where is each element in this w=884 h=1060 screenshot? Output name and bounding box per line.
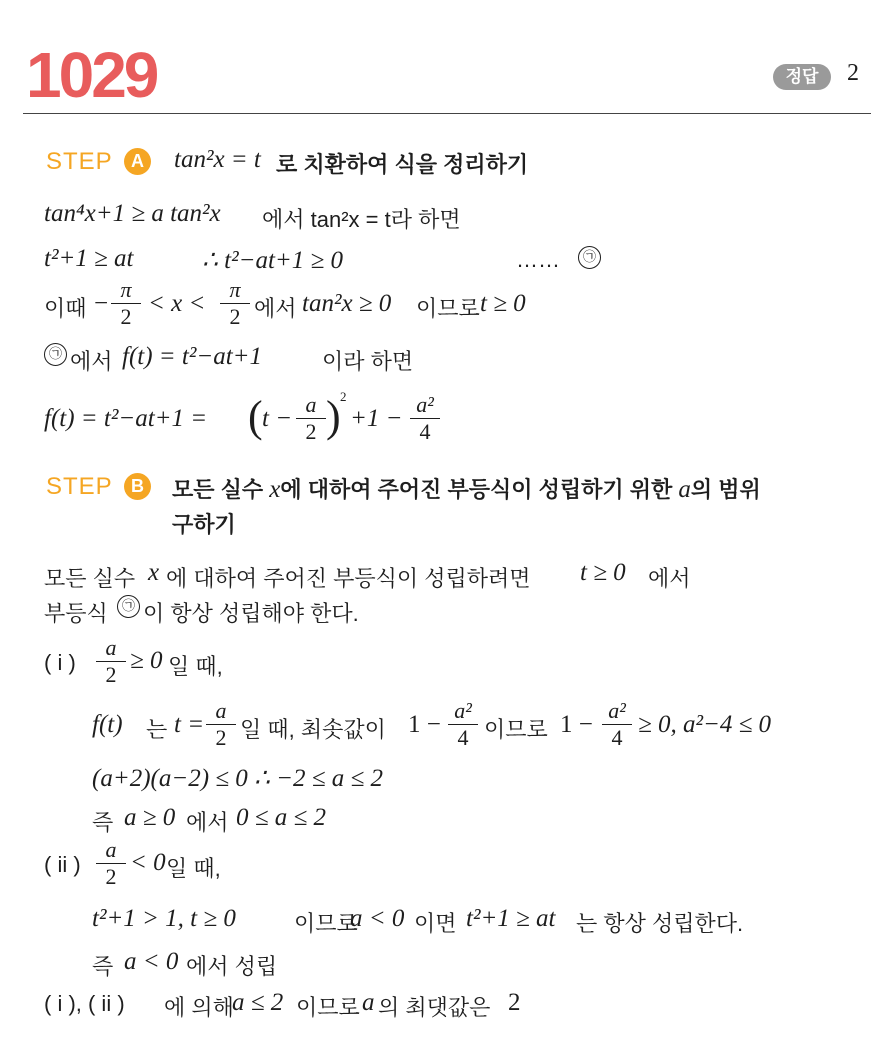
b-intro-1: 모든 실수 bbox=[44, 566, 136, 591]
case-1-ineq-end: ≥ 0, a²−4 ≤ 0 bbox=[638, 711, 772, 738]
case-2-l1-ko3: 는 항상 성립한다. bbox=[576, 911, 744, 936]
case-2-l1-ko1: 이므로 bbox=[294, 911, 358, 936]
eq-a3-t: t ≥ 0 bbox=[480, 290, 526, 317]
frac-a-over-2: a 2 bbox=[294, 393, 328, 444]
frac-case1-a2: a² 4 bbox=[446, 699, 480, 750]
eq-a3-tan: tan²x ≥ 0 bbox=[302, 290, 392, 317]
case-1-min2: 1 − bbox=[560, 711, 593, 738]
case-1-l3-ko2: 에서 bbox=[186, 810, 229, 835]
eq-a4-f: f(t) = t²−at+1 bbox=[122, 343, 263, 370]
eq-a3-ko1: 이때 bbox=[44, 296, 87, 321]
marker-giyeok-ref: ㉠ bbox=[44, 343, 67, 366]
case-1-line2: (a+2)(a−2) ≤ 0 ∴ −2 ≤ a ≤ 2 bbox=[92, 765, 383, 792]
case-1-ge: ≥ 0 bbox=[130, 647, 163, 674]
b-intro-x: x bbox=[148, 559, 160, 586]
answer-badge: 정답 bbox=[773, 64, 831, 90]
case-1-ko2: 일 때, 최솟값이 bbox=[240, 717, 386, 742]
frac-a2-over-4: a² 4 bbox=[408, 393, 442, 444]
eq-a3-mid: < x < bbox=[148, 290, 206, 317]
case-2-l2-ko2: 에서 성립 bbox=[186, 954, 278, 979]
eq-a3-ko2: 에서 bbox=[254, 296, 297, 321]
eq-a1-tail: 에서 tan²x = t라 하면 bbox=[262, 207, 461, 232]
paren-close: ) bbox=[326, 392, 341, 441]
frac-pi-over-2-a: π 2 bbox=[109, 278, 143, 329]
case-2-label: ( ii ) bbox=[44, 852, 81, 877]
case-1-l3-b: 0 ≤ a ≤ 2 bbox=[236, 804, 326, 831]
eq-a5-square: 2 bbox=[340, 389, 347, 404]
case-2-l1-b: a < 0 bbox=[350, 905, 405, 932]
case-1-t: t = bbox=[174, 711, 205, 738]
case-2-l1-a: t²+1 > 1, t ≥ 0 bbox=[92, 905, 236, 932]
concl-2: 에 의해 bbox=[164, 995, 234, 1020]
case-1-l3-ko1: 즉 bbox=[92, 810, 114, 835]
case-1-l3-a: a ≥ 0 bbox=[124, 804, 176, 831]
step-b-title-cont: 구하기 bbox=[172, 512, 236, 537]
case-1-label: ( i ) bbox=[44, 650, 76, 675]
case-2-when: 일 때, bbox=[166, 856, 221, 881]
frac-case1-a2-b: a² 4 bbox=[600, 699, 634, 750]
paren-open: ( bbox=[248, 392, 263, 441]
step-a-badge: A bbox=[124, 148, 151, 175]
case-1-ko3: 이므로 bbox=[484, 717, 548, 742]
eq-a2-dots: …… bbox=[516, 247, 560, 272]
step-a-label: STEP bbox=[46, 148, 113, 175]
b-intro-t: t ≥ 0 bbox=[580, 559, 626, 586]
frac-pi-over-2-b: π 2 bbox=[218, 278, 252, 329]
b-intro-3: 에서 bbox=[648, 566, 691, 591]
concl-1: ( i ), ( ii ) bbox=[44, 991, 125, 1016]
concl-4: 의 최댓값은 bbox=[378, 995, 491, 1020]
case-2-l2-ko1: 즉 bbox=[92, 954, 114, 979]
eq-a5-tail: +1 − bbox=[350, 405, 403, 432]
case-1-min1: 1 − bbox=[408, 711, 441, 738]
marker-giyeok: ㉠ bbox=[578, 246, 601, 269]
case-2-l2-a: a < 0 bbox=[124, 948, 179, 975]
eq-a2-left: t²+1 ≥ at bbox=[44, 245, 134, 272]
eq-a4-ko: 에서 bbox=[70, 349, 113, 374]
answer-value: 2 bbox=[847, 60, 859, 86]
eq-a5-lhs: f(t) = t²−at+1 = bbox=[44, 405, 208, 432]
b-intro-2: 에 대하여 주어진 부등식이 성립하려면 bbox=[166, 566, 531, 591]
problem-number: 1029 bbox=[26, 39, 157, 111]
case-2-l1-ko2: 이면 bbox=[414, 911, 457, 936]
eq-a5-paren-in: t − bbox=[262, 405, 293, 432]
frac-case1-t: a 2 bbox=[204, 699, 238, 750]
eq-a2-right: ∴ t²−at+1 ≥ 0 bbox=[202, 247, 344, 274]
eq-a3-minus: − bbox=[94, 290, 109, 317]
concl-a: a ≤ 2 bbox=[232, 989, 284, 1016]
header-divider bbox=[23, 113, 871, 114]
step-b-badge: B bbox=[124, 473, 151, 500]
concl-b: a bbox=[362, 989, 375, 1016]
step-b-title: 모든 실수 x에 대하여 주어진 부등식이 성립하기 위한 a의 범위 bbox=[172, 476, 761, 503]
marker-giyeok-b: ㉠ bbox=[117, 595, 140, 618]
frac-case1: a 2 bbox=[94, 636, 128, 687]
case-1-f: f(t) bbox=[92, 711, 123, 738]
b-intro-4b: 이 항상 성립해야 한다. bbox=[143, 601, 359, 626]
case-2-lt: < 0 bbox=[130, 849, 166, 876]
concl-3: 이므로 bbox=[296, 995, 360, 1020]
frac-case2: a 2 bbox=[94, 838, 128, 889]
b-intro-4a: 부등식 bbox=[44, 601, 108, 626]
step-a-title-math: tan²x = t bbox=[174, 146, 261, 173]
step-b-label: STEP bbox=[46, 473, 113, 500]
eq-a4-ko2: 이라 하면 bbox=[322, 349, 414, 374]
step-a-title: 로 치환하여 식을 정리하기 bbox=[276, 152, 529, 177]
case-2-l1-c: t²+1 ≥ at bbox=[466, 905, 556, 932]
case-1-when: 일 때, bbox=[168, 654, 223, 679]
eq-a1-lhs: tan⁴x+1 ≥ a tan²x bbox=[44, 200, 221, 227]
eq-a3-ko3: 이므로 bbox=[416, 296, 480, 321]
concl-c: 2 bbox=[508, 989, 521, 1016]
case-1-ko1: 는 bbox=[146, 717, 168, 742]
